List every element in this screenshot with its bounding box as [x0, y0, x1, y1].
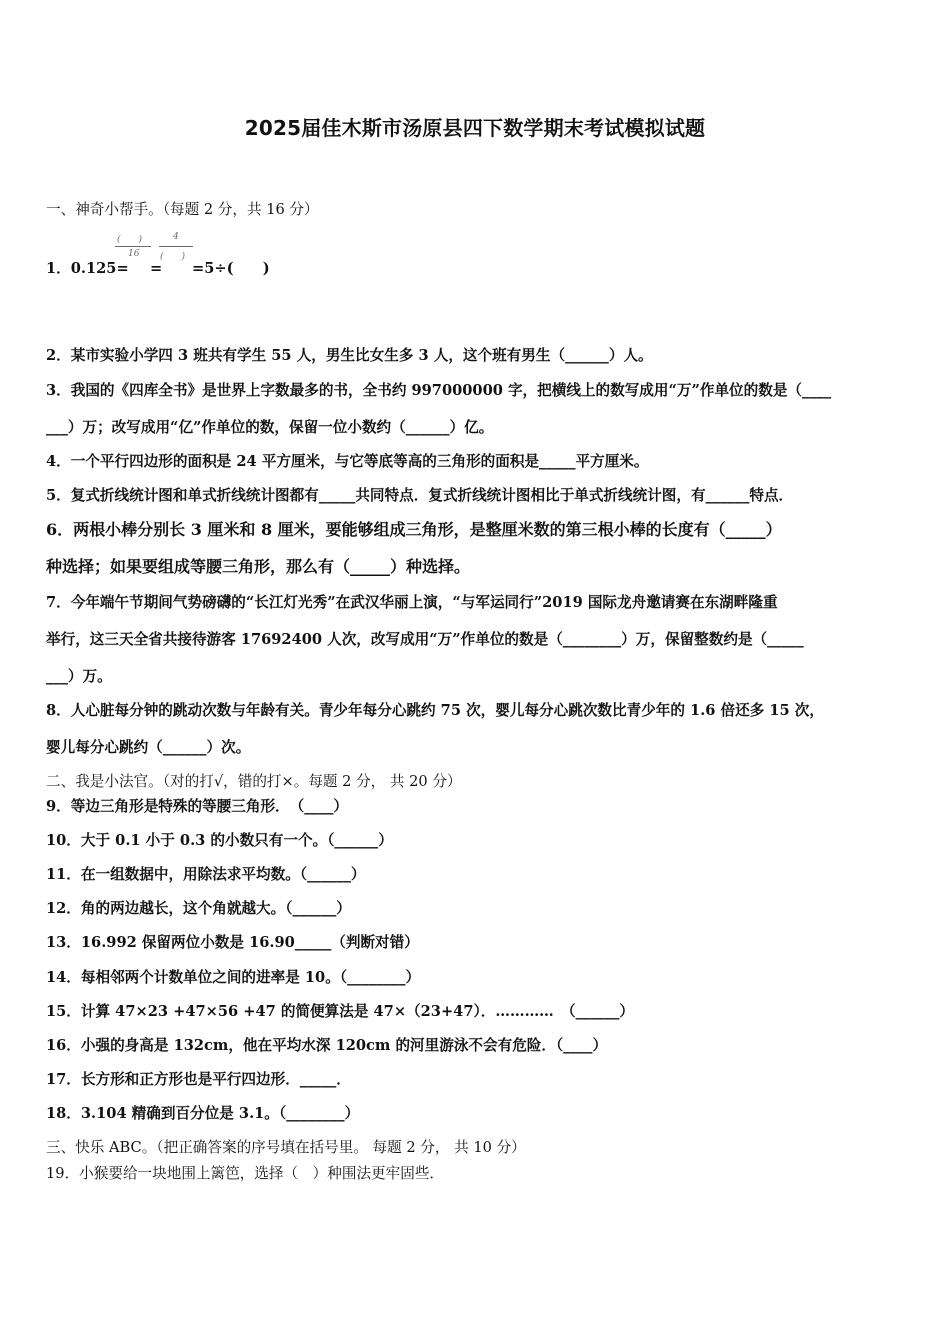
- q1-fraction-2-denominator: ( ): [160, 252, 186, 262]
- section-3-heading: 三、快乐 ABC。（把正确答案的序号填在括号里。 每题 2 分， 共 10 分）: [46, 1139, 526, 1156]
- question-6-line-2: 种选择；如果要组成等腰三角形，那么有（_____）种选择。: [46, 557, 471, 576]
- question-12: 12．角的两边越长，这个角就越大。（______）: [46, 900, 351, 917]
- q1-fraction-2-bar: [159, 246, 193, 247]
- q1-prefix: 1．0.125=: [46, 260, 129, 277]
- question-7-line-3: ___）万。: [46, 668, 112, 685]
- question-17: 17．长方形和正方形也是平行四边形．_____．: [46, 1071, 351, 1088]
- question-9: 9．等边三角形是特殊的等腰三角形． （____）: [46, 798, 349, 815]
- question-7-line-2: 举行，这三天全省共接待游客 17692400 人次，改写成用“万”作单位的数是（________）万，保留整数约是（_____: [46, 631, 804, 648]
- question-7-line-1: 7．今年端午节期间气势磅礴的“长江灯光秀”在武汉华丽上演，“与军运同行”2019 国际龙舟邀请赛在东湖畔隆重: [46, 594, 778, 611]
- q1-suffix: =5÷( ): [192, 260, 270, 277]
- section-1-heading: 一、神奇小帮手。（每题 2 分，共 16 分）: [46, 201, 319, 218]
- question-2: 2．某市实验小学四 3 班共有学生 55 人，男生比女生多 3 人，这个班有男生（______）人。: [46, 347, 653, 364]
- question-14: 14．每相邻两个计数单位之间的进率是 10。（________）: [46, 969, 421, 986]
- q1-equals: =: [150, 260, 163, 277]
- question-3-line-2: ___）万；改写成用“亿”作单位的数，保留一位小数约（______）亿。: [46, 419, 494, 436]
- question-19: 19．小猴要给一块地围上篱笆，选择（ ）种围法更牢固些．: [46, 1165, 445, 1182]
- question-15: 15．计算 47×23 +47×56 +47 的简便算法是 47×（23+47）．………… （______）: [46, 1003, 635, 1020]
- question-8-line-1: 8．人心脏每分钟的跳动次数与年龄有关。青少年每分心跳约 75 次，婴儿每分心跳次数比青少年的 1.6 倍还多 15 次，: [46, 702, 824, 719]
- question-16: 16．小强的身高是 132cm，他在平均水深 120cm 的河里游泳不会有危险．（____）: [46, 1037, 608, 1054]
- question-3-line-1: 3．我国的《四库全书》是世界上字数最多的书，全书约 997000000 字，把横线上的数写成用“万”作单位的数是（____: [46, 382, 832, 399]
- question-8-line-2: 婴儿每分心跳约（______）次。: [46, 739, 251, 756]
- question-11: 11．在一组数据中，用除法求平均数。（______）: [46, 866, 366, 883]
- q1-fraction-1-bar: [115, 246, 151, 247]
- q1-fraction-2-numerator: 4: [173, 232, 179, 242]
- q1-fraction-1-numerator: ( ): [117, 235, 143, 245]
- section-2-heading: 二、我是小法官。（对的打√，错的打×。每题 2 分， 共 20 分）: [46, 773, 462, 790]
- question-13: 13．16.992 保留两位小数是 16.90_____（判断对错）: [46, 934, 419, 951]
- q1-fraction-1-denominator: 16: [128, 249, 140, 259]
- question-4: 4．一个平行四边形的面积是 24 平方厘米，与它等底等高的三角形的面积是_____平方厘米。: [46, 453, 649, 470]
- question-5: 5．复式折线统计图和单式折线统计图都有_____共同特点．复式折线统计图相比于单式折线统计图，有______特点．: [46, 487, 794, 504]
- question-10: 10．大于 0.1 小于 0.3 的小数只有一个。（______）: [46, 832, 393, 849]
- question-6-line-1: 6．两根小棒分别长 3 厘米和 8 厘米，要能够组成三角形，是整厘米数的第三根小棒的长度有（_____）: [46, 520, 782, 539]
- question-18: 18．3.104 精确到百分位是 3.1。（________）: [46, 1105, 360, 1122]
- page-title: 2025届佳木斯市汤原县四下数学期末考试模拟试题: [244, 116, 706, 140]
